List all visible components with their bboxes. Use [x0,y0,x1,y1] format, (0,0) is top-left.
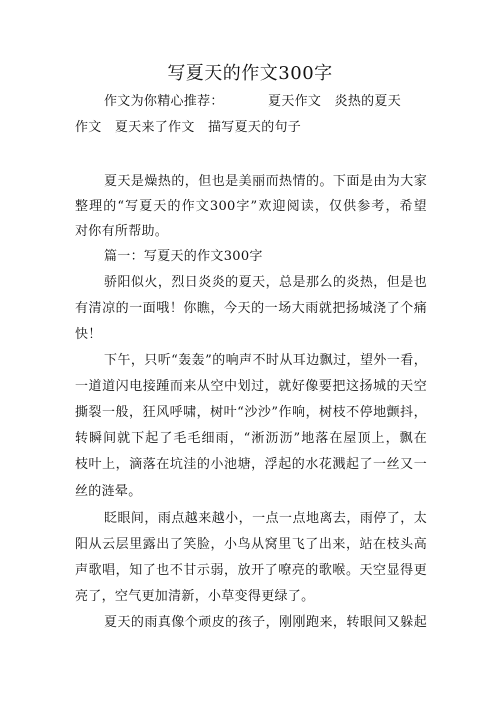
paragraph-line: 一道道闪电接踵而来从空中划过，就好像要把这扬城的天空 [75,379,427,394]
paragraph-line: 下午，只听“轰轰”的响声不时从耳边飘过，望外一看， [104,353,427,368]
paragraph-line: 快！ [75,327,102,342]
paragraph-line: 阳从云层里露出了笑脸，小鸟从窝里飞了出来，站在枝头高 [75,537,427,552]
paragraph-line: 转瞬间就下起了毛毛细雨，“淅沥沥”地落在屋顶上，飘在 [75,431,427,446]
paragraph-line: 整理的“写夏天的作文300字”欢迎阅读，仅供参考，希望 [75,199,427,214]
document-title: 写夏天的作文300字 [167,63,333,84]
paragraph-line: 夏天是燥热的，但也是美丽而热情的。下面是由为大家 [104,174,427,189]
paragraph-line: 对你有所帮助。 [75,224,169,239]
section-heading: 篇一：写夏天的作文300字 [104,249,263,264]
paragraph-line: 眨眼间，雨点越来越小，一点一点地离去，雨停了，太 [104,511,427,526]
paragraph-line: 有清凉的一面哦！你瞧，今天的一场大雨就把扬城浇了个痛 [75,301,427,316]
paragraph-line: 丝的涟晕。 [75,484,142,499]
paragraph-line: 枝叶上，滴落在坑洼的小池塘，浮起的水花溅起了一丝又一 [75,457,427,472]
paragraph-line: 撕裂一般，狂风呼啸，树叶“沙沙”作响，树枝不停地颤抖， [75,405,427,420]
paragraph-line: 亮了，空气更加清新，小草变得更绿了。 [75,589,315,604]
paragraph-line: 声歌唱，知了也不甘示弱，放开了嘹亮的歌喉。天空显得更 [75,563,427,578]
paragraph-line: 夏天的雨真像个顽皮的孩子，刚刚跑来，转眼间又躲起 [104,615,427,630]
recommend-line: 作文 夏天来了作文 描写夏天的句子 [75,120,302,135]
recommend-line: 作文为你精心推荐： 夏天作文 炎热的夏天 [104,94,402,109]
paragraph-line: 骄阳似火，烈日炎炎的夏天，总是那么的炎热，但是也 [104,275,427,290]
